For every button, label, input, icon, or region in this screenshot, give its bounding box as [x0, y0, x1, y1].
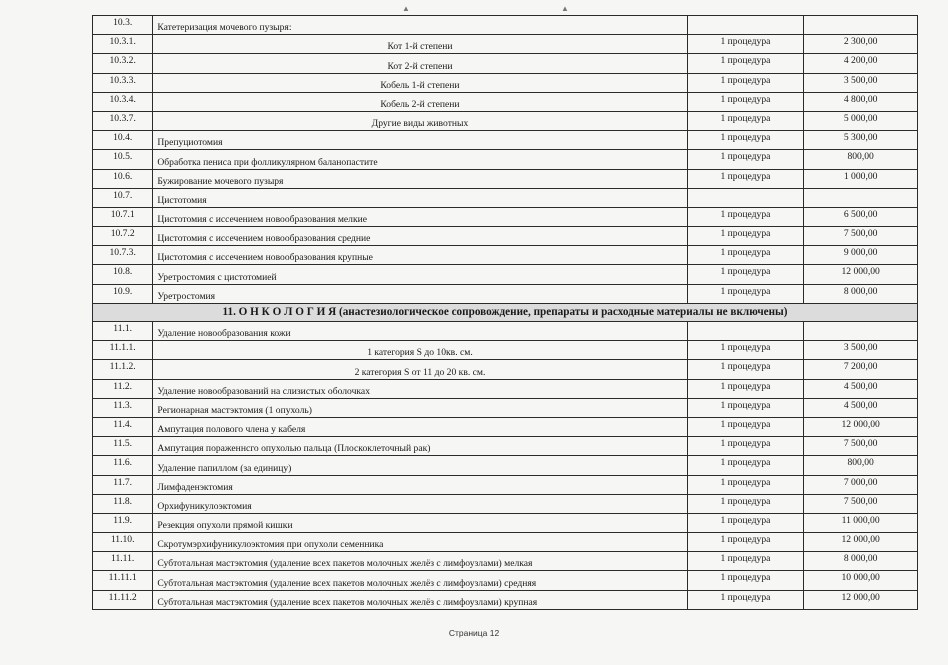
row-name-cell: Регионарная мастэктомия (1 опухоль)	[153, 398, 687, 417]
row-price-cell: 4 500,00	[804, 379, 918, 398]
row-unit-cell: 1 процедура	[687, 475, 804, 494]
row-name-cell: Ампутация пораженнсго опухолью пальца (Плоскоклеточный рак)	[153, 437, 687, 456]
row-unit-cell: 1 процедура	[687, 131, 804, 150]
price-table-body-oncology	[93, 322, 918, 610]
row-price-cell: 7 200,00	[804, 360, 918, 379]
row-price-cell: 800,00	[804, 150, 918, 169]
row-name-cell: Другие виды животных	[153, 111, 687, 130]
row-code-cell: 11.9.	[93, 513, 153, 532]
row-code-cell: 11.4.	[93, 417, 153, 436]
row-unit-cell: 1 процедура	[687, 379, 804, 398]
table-row	[93, 456, 918, 475]
row-name-cell: Цистотомия с иссечением новообразования средние	[153, 227, 687, 246]
row-name-cell: Лимфаденэктомия	[153, 475, 687, 494]
table-row	[93, 227, 918, 246]
price-table	[92, 15, 918, 610]
row-code-cell: 11.1.	[93, 322, 153, 341]
scan-mark-left: ▲	[402, 4, 410, 13]
table-row	[93, 188, 918, 207]
row-name-cell: Ампутация полового члена у кабеля	[153, 417, 687, 436]
row-code-cell: 10.7.	[93, 188, 153, 207]
row-code-cell: 10.5.	[93, 150, 153, 169]
row-unit-cell: 1 процедура	[687, 533, 804, 552]
row-code-cell: 10.4.	[93, 131, 153, 150]
table-row	[93, 398, 918, 417]
table-row	[93, 437, 918, 456]
row-code-cell: 10.3.7.	[93, 111, 153, 130]
table-row	[93, 207, 918, 226]
scan-marks	[0, 2, 948, 14]
row-unit-cell: 1 процедура	[687, 54, 804, 73]
row-name-cell: Цистотомия с иссечением новообразования крупные	[153, 246, 687, 265]
row-price-cell: 7 500,00	[804, 494, 918, 513]
table-row	[93, 92, 918, 111]
row-unit-cell: 1 процедура	[687, 169, 804, 188]
price-table-body-urology	[93, 16, 918, 304]
row-code-cell: 11.10.	[93, 533, 153, 552]
table-row	[93, 169, 918, 188]
table-row	[93, 54, 918, 73]
table-row	[93, 284, 918, 303]
row-code-cell: 10.3.	[93, 16, 153, 35]
row-price-cell: 1 000,00	[804, 169, 918, 188]
row-name-cell: 2 категория S от 11 до 20 кв. см.	[153, 360, 687, 379]
row-code-cell: 11.11.1	[93, 571, 153, 590]
row-unit-cell	[687, 16, 804, 35]
row-price-cell: 5 000,00	[804, 111, 918, 130]
row-unit-cell: 1 процедура	[687, 341, 804, 360]
row-unit-cell: 1 процедура	[687, 360, 804, 379]
row-price-cell: 12 000,00	[804, 417, 918, 436]
table-row	[93, 246, 918, 265]
row-name-cell: Катетеризация мочевого пузыря:	[153, 16, 687, 35]
table-row	[93, 590, 918, 609]
row-price-cell: 12 000,00	[804, 265, 918, 284]
row-price-cell: 9 000,00	[804, 246, 918, 265]
table-row	[93, 131, 918, 150]
row-unit-cell	[687, 188, 804, 207]
row-name-cell: Препуциотомия	[153, 131, 687, 150]
row-unit-cell	[687, 322, 804, 341]
row-price-cell: 8 000,00	[804, 552, 918, 571]
row-name-cell: Удаление папиллом (за единицу)	[153, 456, 687, 475]
row-price-cell: 3 500,00	[804, 73, 918, 92]
table-row	[93, 73, 918, 92]
section-header-group	[93, 303, 918, 321]
table-row	[93, 533, 918, 552]
row-price-cell: 7 500,00	[804, 437, 918, 456]
row-unit-cell: 1 процедура	[687, 398, 804, 417]
table-row	[93, 494, 918, 513]
row-code-cell: 11.8.	[93, 494, 153, 513]
row-unit-cell: 1 процедура	[687, 552, 804, 571]
row-name-cell: Обработка пениса при фолликулярном баланопастите	[153, 150, 687, 169]
row-price-cell: 3 500,00	[804, 341, 918, 360]
row-code-cell: 10.3.4.	[93, 92, 153, 111]
row-code-cell: 10.6.	[93, 169, 153, 188]
row-unit-cell: 1 процедура	[687, 513, 804, 532]
row-code-cell: 11.7.	[93, 475, 153, 494]
row-unit-cell: 1 процедура	[687, 92, 804, 111]
row-name-cell: 1 категория S до 10кв. см.	[153, 341, 687, 360]
page-footer: Страница 12	[448, 628, 500, 638]
row-code-cell: 10.7.1	[93, 207, 153, 226]
row-name-cell: Удаление новообразований на слизистых оболочках	[153, 379, 687, 398]
row-code-cell: 11.11.	[93, 552, 153, 571]
row-price-cell: 5 300,00	[804, 131, 918, 150]
row-name-cell: Уретростомия с цистотомией	[153, 265, 687, 284]
row-name-cell: Орхифуникулоэктомия	[153, 494, 687, 513]
row-price-cell	[804, 188, 918, 207]
row-price-cell: 4 500,00	[804, 398, 918, 417]
table-row	[93, 322, 918, 341]
row-unit-cell: 1 процедура	[687, 571, 804, 590]
row-unit-cell: 1 процедура	[687, 437, 804, 456]
row-name-cell: Уретростомия	[153, 284, 687, 303]
row-unit-cell: 1 процедура	[687, 111, 804, 130]
row-unit-cell: 1 процедура	[687, 150, 804, 169]
row-name-cell: Кот 1-й степени	[153, 35, 687, 54]
row-price-cell: 800,00	[804, 456, 918, 475]
row-code-cell: 10.3.2.	[93, 54, 153, 73]
table-row	[93, 111, 918, 130]
section-header-oncology: 11. О Н К О Л О Г И Я (анастезиологическое сопровождение, препараты и расходные материалы не включены)	[93, 303, 918, 321]
row-name-cell: Субтотальная мастэктомия (удаление всех пакетов молочных желёз с лимфоузлами) мелкая	[153, 552, 687, 571]
row-price-cell: 4 200,00	[804, 54, 918, 73]
row-name-cell: Бужирование мочевого пузыря	[153, 169, 687, 188]
row-price-cell: 6 500,00	[804, 207, 918, 226]
row-name-cell: Удаление новообразования кожи	[153, 322, 687, 341]
table-row	[93, 16, 918, 35]
row-unit-cell: 1 процедура	[687, 456, 804, 475]
row-unit-cell: 1 процедура	[687, 284, 804, 303]
table-row	[93, 571, 918, 590]
scan-mark-right: ▲	[561, 4, 569, 13]
row-name-cell: Субтотальная мастэктомия (удаление всех пакетов молочных желёз с лимфоузлами) крупная	[153, 590, 687, 609]
table-row	[93, 475, 918, 494]
row-unit-cell: 1 процедура	[687, 207, 804, 226]
row-code-cell: 10.3.3.	[93, 73, 153, 92]
row-code-cell: 10.8.	[93, 265, 153, 284]
row-price-cell: 7 000,00	[804, 475, 918, 494]
row-unit-cell: 1 процедура	[687, 35, 804, 54]
row-price-cell: 10 000,00	[804, 571, 918, 590]
row-name-cell: Цистотомия с иссечением новообразования мелкие	[153, 207, 687, 226]
row-unit-cell: 1 процедура	[687, 73, 804, 92]
table-row	[93, 265, 918, 284]
row-price-cell: 12 000,00	[804, 590, 918, 609]
table-row	[93, 417, 918, 436]
row-price-cell: 8 000,00	[804, 284, 918, 303]
table-row	[93, 552, 918, 571]
table-row	[93, 360, 918, 379]
row-name-cell: Цистотомия	[153, 188, 687, 207]
row-code-cell: 10.9.	[93, 284, 153, 303]
row-price-cell	[804, 322, 918, 341]
row-unit-cell: 1 процедура	[687, 227, 804, 246]
table-row	[93, 150, 918, 169]
row-price-cell: 12 000,00	[804, 533, 918, 552]
row-name-cell: Кот 2-й степени	[153, 54, 687, 73]
row-unit-cell: 1 процедура	[687, 417, 804, 436]
table-row	[93, 35, 918, 54]
row-price-cell: 4 800,00	[804, 92, 918, 111]
row-name-cell: Кобель 2-й степени	[153, 92, 687, 111]
row-unit-cell: 1 процедура	[687, 265, 804, 284]
row-name-cell: Резекция опухоли прямой кишки	[153, 513, 687, 532]
row-name-cell: Кобель 1-й степени	[153, 73, 687, 92]
section-header-row	[93, 303, 918, 321]
row-code-cell: 11.6.	[93, 456, 153, 475]
row-unit-cell: 1 процедура	[687, 246, 804, 265]
row-price-cell: 2 300,00	[804, 35, 918, 54]
row-code-cell: 10.7.2	[93, 227, 153, 246]
table-row	[93, 341, 918, 360]
row-code-cell: 11.1.1.	[93, 341, 153, 360]
table-row	[93, 513, 918, 532]
table-row	[93, 379, 918, 398]
row-code-cell: 11.3.	[93, 398, 153, 417]
row-price-cell: 11 000,00	[804, 513, 918, 532]
row-code-cell: 11.1.2.	[93, 360, 153, 379]
row-unit-cell: 1 процедура	[687, 590, 804, 609]
row-unit-cell: 1 процедура	[687, 494, 804, 513]
row-code-cell: 11.5.	[93, 437, 153, 456]
row-price-cell: 7 500,00	[804, 227, 918, 246]
row-name-cell: Скротумэрхифуникулоэктомия при опухоли семенника	[153, 533, 687, 552]
row-name-cell: Субтотальная мастэктомия (удаление всех пакетов молочных желёз с лимфоузлами) средняя	[153, 571, 687, 590]
row-code-cell: 11.11.2	[93, 590, 153, 609]
row-price-cell	[804, 16, 918, 35]
row-code-cell: 11.2.	[93, 379, 153, 398]
row-code-cell: 10.7.3.	[93, 246, 153, 265]
row-code-cell: 10.3.1.	[93, 35, 153, 54]
